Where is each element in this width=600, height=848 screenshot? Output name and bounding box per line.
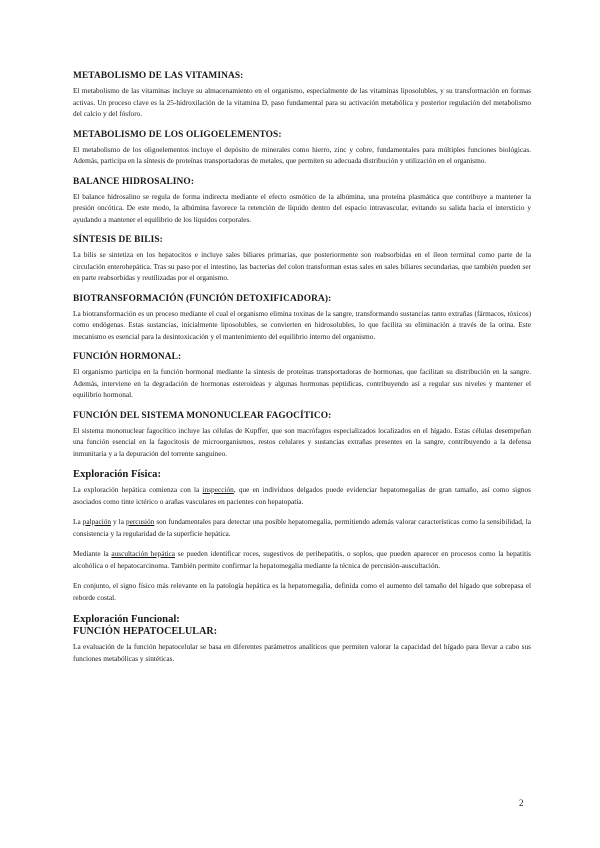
section-sintesis-bilis bbox=[73, 234, 531, 284]
section-text: El metabolismo de los oligoelementos incluye el depósito de minerales como hierro, zinc y cobre, fundamentales para múltiples funciones biológicas. Además, participa en la síntesis de proteínas transportadoras de metales, que permiten su adecuada distribución y utilización en el organismo. bbox=[73, 144, 531, 165]
section-title: FUNCIÓN HORMONAL: bbox=[73, 352, 182, 362]
page-number: 2 bbox=[519, 798, 524, 808]
funcion-hepatocelular-title: FUNCIÓN HEPATOCELULAR: bbox=[73, 626, 218, 637]
exploracion-funcional-title: Exploración Funcional: bbox=[73, 614, 180, 625]
section-biotransformacion bbox=[73, 293, 531, 343]
section-title: FUNCIÓN DEL SISTEMA MONONUCLEAR FAGOCÍTICO: bbox=[73, 410, 332, 421]
auscultacion-term: auscultación hepática bbox=[111, 549, 175, 558]
exploracion-fisica-title: Exploración Física: bbox=[73, 469, 161, 480]
percusion-term: percusión bbox=[125, 517, 155, 526]
section-title: METABOLISMO DE LAS VITAMINAS: bbox=[73, 71, 244, 81]
section-title: BIOTRANSFORMACIÓN (FUNCIÓN DETOXIFICADORA): bbox=[73, 293, 332, 304]
exploracion-fisica-p4: En conjunto, el signo físico más relevante en la patología hepática es la hepatomegalia, definida como el aumento del tamaño del hígado que sobrepasa el reborde costal. bbox=[73, 581, 531, 602]
section-vitaminas bbox=[73, 70, 531, 120]
section-exploracion-funcional bbox=[73, 613, 531, 664]
section-text: La biotransformación es un proceso mediante el cual el organismo elimina toxinas de la sangre, transformando sustancias tanto extrañas (fármacos, tóxicos) como endógenas. Estas sustancias, inicialmente liposolubles, se convierten en hidrosolubles, lo que facilita su eliminación a través de la orina. Este mecanismo es esencial para la desintoxicación y el mantenimiento del equilibrio interno del organismo. bbox=[73, 308, 531, 341]
page-content bbox=[73, 70, 531, 673]
exploracion-fisica-p1: La exploración hepática comienza con la inspección, que en individuos delgados puede evidenciar hepatomegalias de gran tamaño, así como signos asociados como tinte ictérico o arañas vasculares en pacientes con hepatopatía. bbox=[73, 485, 531, 506]
section-title: BALANCE HIDROSALINO: bbox=[73, 176, 195, 187]
section-title: SÍNTESIS DE BILIS: bbox=[73, 235, 163, 245]
palpacion-term: palpación bbox=[82, 517, 112, 526]
section-balance-hidrosalino bbox=[73, 176, 531, 226]
exploracion-fisica-p2: La palpación y la percusión son fundamentales para detectar una posible hepatomegalia, permitiendo además valorar características como la sensibilidad, la consistencia y la regularidad de la superficie hepática. bbox=[73, 517, 531, 538]
section-oligoelementos bbox=[73, 129, 531, 167]
inspeccion-term: inspección bbox=[202, 485, 234, 494]
section-text: El balance hidrosalino se regula de forma indirecta mediante el efecto osmótico de la albúmina, una proteína plasmática que contribuye a mantener la presión oncótica. De este modo, la albúmina favorece la retención de líquido dentro del espacio intravascular, evitando su salida hacia el intersticio y ayudando a mantener el equilibrio de los líquidos corporales. bbox=[73, 191, 531, 224]
section-sistema-mononuclear bbox=[73, 410, 531, 460]
section-exploracion-fisica bbox=[73, 468, 531, 603]
section-funcion-hormonal bbox=[73, 351, 531, 401]
section-text: El metabolismo de las vitaminas incluye su almacenamiento en el organismo, especialmente de las vitaminas liposolubles, y su transformación en formas activas. Un proceso clave es la 25-hidroxilación de la vitamina D, paso fundamental para su activación metabólica y posterior regulación del metabolismo del calcio y del fósforo. bbox=[73, 86, 531, 118]
exploracion-fisica-p3: Mediante la auscultación hepática se pueden identificar roces, sugestivos de perihepatitis, o soplos, que pueden aparecer en procesos como la hepatitis alcohólica o el hepatocarcinoma. También permite confirmar la hepatomegalia mediante la técnica de percusión-auscultación. bbox=[73, 549, 531, 570]
section-text: El sistema mononuclear fagocítico incluye las células de Kupffer, que son macrófagos especializados localizados en el hígado. Estas células desempeñan una función esencial en la fagocitosis de microorganismos, restos celulares y sustancias extrañas presentes en la sangre, contribuyendo a la defensa inmunitaria y a la depuración del torrente sanguíneo. bbox=[73, 425, 531, 458]
section-text: La bilis se sintetiza en los hepatocitos e incluye sales biliares primarias, que posteriormente son reabsorbidas en el íleon terminal como parte de la circulación enterohepática. Tras su paso por el intestino, las bacterias del colon transforman estas sales en sales biliares secundarias, que también pueden ser en parte reabsorbidas y reutilizadas por el organismo. bbox=[73, 250, 531, 282]
section-title: METABOLISMO DE LOS OLIGOELEMENTOS: bbox=[73, 129, 282, 140]
section-text: El organismo participa en la función hormonal mediante la síntesis de proteínas transportadoras de hormonas, que facilitan su distribución en la sangre. Además, interviene en la degradación de hormonas esteroideas y algunas hormonas peptídicas, contribuyendo así a regular sus niveles y mantener el equilibrio hormonal. bbox=[73, 367, 531, 399]
funcion-hepatocelular-text: La evaluación de la función hepatocelular se basa en diferentes parámetros analíticos que permiten valorar la capacidad del hígado para llevar a cabo sus funciones metabólicas y sintéticas. bbox=[73, 642, 531, 663]
